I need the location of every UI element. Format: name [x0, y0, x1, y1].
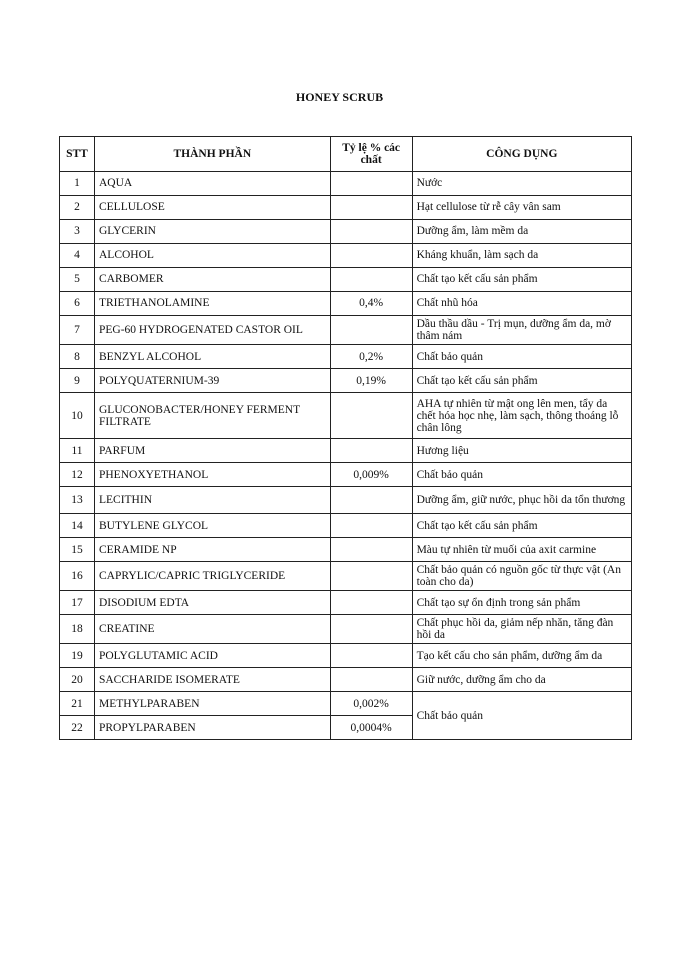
ingredient-name: LECITHIN — [94, 487, 330, 514]
ingredient-ratio: 0,4% — [330, 292, 412, 316]
row-number: 18 — [60, 615, 95, 644]
ingredient-ratio: 0,0004% — [330, 716, 412, 740]
ingredient-ratio — [330, 644, 412, 668]
table-header-row — [60, 137, 632, 172]
row-number: 20 — [60, 668, 95, 692]
ingredient-usage: Hương liệu — [412, 439, 631, 463]
ingredient-ratio — [330, 244, 412, 268]
table-row — [60, 487, 632, 514]
ingredient-name: BUTYLENE GLYCOL — [94, 514, 330, 538]
ingredient-usage: Chất tạo kết cấu sản phẩm — [412, 514, 631, 538]
row-number: 12 — [60, 463, 95, 487]
ingredient-name: CAPRYLIC/CAPRIC TRIGLYCERIDE — [94, 562, 330, 591]
header-ratio: Tỷ lệ % các chất — [330, 137, 412, 172]
row-number: 2 — [60, 196, 95, 220]
ingredient-name: PHENOXYETHANOL — [94, 463, 330, 487]
ingredient-usage: Chất tạo kết cấu sản phẩm — [412, 369, 631, 393]
table-row — [60, 668, 632, 692]
ingredient-usage: Chất tạo kết cấu sản phẩm — [412, 268, 631, 292]
ingredient-ratio — [330, 668, 412, 692]
header-stt: STT — [60, 137, 95, 172]
table-row — [60, 196, 632, 220]
ingredient-usage: Kháng khuẩn, làm sạch da — [412, 244, 631, 268]
row-number: 4 — [60, 244, 95, 268]
row-number: 11 — [60, 439, 95, 463]
ingredient-name: GLYCERIN — [94, 220, 330, 244]
row-number: 6 — [60, 292, 95, 316]
ingredient-name: CREATINE — [94, 615, 330, 644]
ingredient-usage: AHA tự nhiên từ mật ong lên men, tẩy da chết hóa học nhẹ, làm sạch, thông thoáng lỗ chân lông — [412, 393, 631, 439]
ingredient-ratio — [330, 514, 412, 538]
ingredient-ratio — [330, 615, 412, 644]
table-row — [60, 439, 632, 463]
ingredient-name: POLYQUATERNIUM-39 — [94, 369, 330, 393]
table-row — [60, 692, 632, 716]
ingredient-name: POLYGLUTAMIC ACID — [94, 644, 330, 668]
row-number: 21 — [60, 692, 95, 716]
ingredient-usage: Dưỡng ẩm, làm mềm da — [412, 220, 631, 244]
header-ingredient: THÀNH PHẦN — [94, 137, 330, 172]
table-row — [60, 172, 632, 196]
row-number: 8 — [60, 345, 95, 369]
ingredient-name: CELLULOSE — [94, 196, 330, 220]
ingredient-ratio — [330, 538, 412, 562]
ingredient-name: BENZYL ALCOHOL — [94, 345, 330, 369]
ingredient-name: CARBOMER — [94, 268, 330, 292]
ingredient-ratio — [330, 172, 412, 196]
ingredient-ratio: 0,002% — [330, 692, 412, 716]
ingredient-name: CERAMIDE NP — [94, 538, 330, 562]
ingredient-usage: Chất nhũ hóa — [412, 292, 631, 316]
ingredient-usage: Giữ nước, dưỡng ẩm cho da — [412, 668, 631, 692]
table-row — [60, 644, 632, 668]
ingredient-ratio — [330, 439, 412, 463]
row-number: 14 — [60, 514, 95, 538]
ingredient-name: SACCHARIDE ISOMERATE — [94, 668, 330, 692]
ingredient-name: TRIETHANOLAMINE — [94, 292, 330, 316]
ingredient-ratio — [330, 591, 412, 615]
table-row — [60, 369, 632, 393]
ingredient-ratio — [330, 393, 412, 439]
row-number: 15 — [60, 538, 95, 562]
ingredient-ratio — [330, 220, 412, 244]
ingredient-usage: Dầu thầu dầu - Trị mụn, dưỡng ẩm da, mờ thâm nám — [412, 316, 631, 345]
ingredient-name: METHYLPARABEN — [94, 692, 330, 716]
row-number: 13 — [60, 487, 95, 514]
ingredients-table — [59, 136, 632, 740]
ingredient-usage: Dưỡng ẩm, giữ nước, phục hồi da tổn thương — [412, 487, 631, 514]
row-number: 9 — [60, 369, 95, 393]
table-row — [60, 538, 632, 562]
table-row — [60, 268, 632, 292]
document-title: HONEY SCRUB — [295, 90, 384, 104]
row-number: 1 — [60, 172, 95, 196]
ingredient-usage: Chất bảo quản — [412, 692, 631, 740]
table-row — [60, 345, 632, 369]
ingredient-name: PARFUM — [94, 439, 330, 463]
ingredient-usage: Tạo kết cấu cho sản phẩm, dưỡng ẩm da — [412, 644, 631, 668]
ingredient-usage: Chất bảo quản — [412, 345, 631, 369]
ingredient-ratio — [330, 316, 412, 345]
ingredient-name: AQUA — [94, 172, 330, 196]
row-number: 5 — [60, 268, 95, 292]
row-number: 19 — [60, 644, 95, 668]
ingredient-name: GLUCONOBACTER/HONEY FERMENT FILTRATE — [94, 393, 330, 439]
table-row — [60, 615, 632, 644]
ingredient-usage: Nước — [412, 172, 631, 196]
ingredient-ratio — [330, 196, 412, 220]
table-row — [60, 463, 632, 487]
row-number: 7 — [60, 316, 95, 345]
ingredient-name: PROPYLPARABEN — [94, 716, 330, 740]
ingredient-usage: Hạt cellulose từ rễ cây vân sam — [412, 196, 631, 220]
table-row — [60, 244, 632, 268]
ingredient-ratio: 0,19% — [330, 369, 412, 393]
ingredient-ratio: 0,2% — [330, 345, 412, 369]
ingredient-ratio — [330, 562, 412, 591]
ingredient-usage: Chất phục hồi da, giảm nếp nhăn, tăng đàn hồi da — [412, 615, 631, 644]
header-usage: CÔNG DỤNG — [412, 137, 631, 172]
table-row — [60, 591, 632, 615]
ingredient-name: DISODIUM EDTA — [94, 591, 330, 615]
row-number: 3 — [60, 220, 95, 244]
row-number: 10 — [60, 393, 95, 439]
row-number: 16 — [60, 562, 95, 591]
table-row — [60, 562, 632, 591]
ingredient-usage: Chất tạo sự ổn định trong sản phẩm — [412, 591, 631, 615]
table-row — [60, 292, 632, 316]
table-body — [60, 172, 632, 740]
row-number: 17 — [60, 591, 95, 615]
table-row — [60, 514, 632, 538]
table-row — [60, 316, 632, 345]
row-number: 22 — [60, 716, 95, 740]
ingredient-ratio — [330, 268, 412, 292]
ingredient-usage: Màu tự nhiên từ muối của axit carmine — [412, 538, 631, 562]
ingredient-usage: Chất bảo quản — [412, 463, 631, 487]
table-row — [60, 220, 632, 244]
ingredient-name: PEG-60 HYDROGENATED CASTOR OIL — [94, 316, 330, 345]
table-row — [60, 393, 632, 439]
ingredient-ratio: 0,009% — [330, 463, 412, 487]
ingredient-ratio — [330, 487, 412, 514]
ingredient-usage: Chất bảo quản có nguồn gốc từ thực vật (An toàn cho da) — [412, 562, 631, 591]
ingredient-name: ALCOHOL — [94, 244, 330, 268]
